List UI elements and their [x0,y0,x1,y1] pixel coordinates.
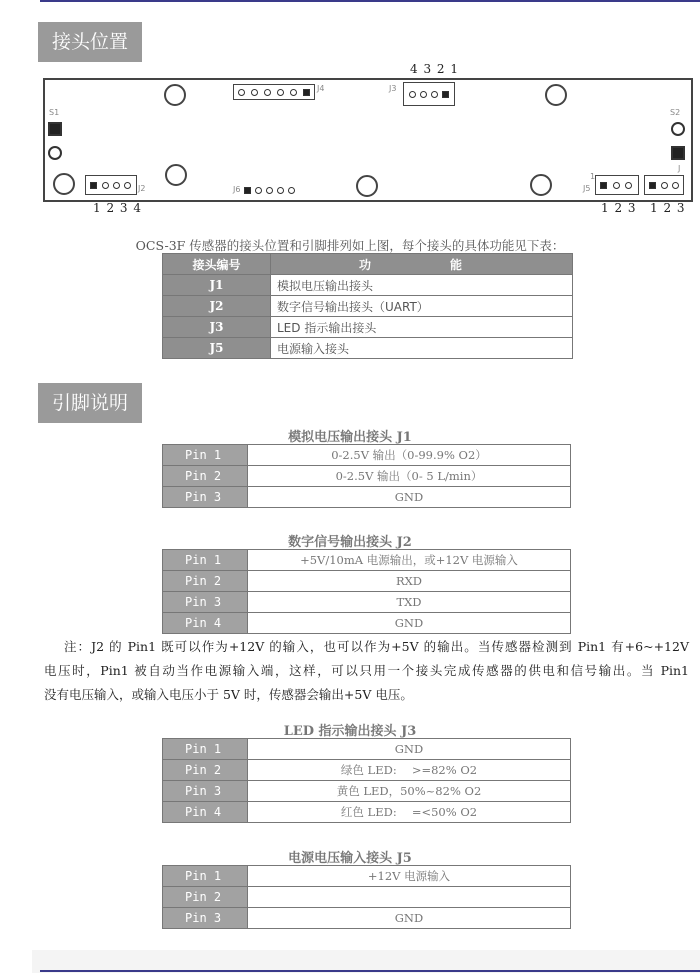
pin-description: 0-2.5V 输出（0-99.9% O2） [248,445,571,466]
pin-label: Pin 1 [163,866,248,887]
connector-j1 [644,175,684,195]
j5-pin-numbers: 1 2 3 [601,201,637,215]
mount-hole [53,173,75,195]
table-row [163,338,573,359]
pin-1 [90,182,97,189]
j2-pin-numbers: 1 2 3 4 [93,201,142,215]
table-row [163,613,571,634]
j3-table-title: LED 指示输出接头 J3 [283,724,417,739]
pin-description: +12V 电源输入 [248,866,571,887]
pin-1 [600,182,607,189]
table-row [163,781,571,802]
pin [113,182,120,189]
pin-label: Pin 3 [163,908,248,929]
connector-id: J3 [163,317,271,338]
table-header-row [163,254,573,275]
pin-description [248,887,571,908]
mount-hole [530,174,552,196]
j5-table-title: 电源电压输入接头 J5 [288,851,412,866]
pin [266,187,273,194]
pin [277,187,284,194]
pin-description: GND [248,487,571,508]
j2-table-title: 数字信号输出接头 J2 [288,535,412,550]
pin-label: Pin 2 [163,760,248,781]
pin-label: Pin 3 [163,487,248,508]
pin-label: Pin 3 [163,592,248,613]
diagram-caption: OCS-3F 传感器的接头位置和引脚排列如上图，每个接头的具体功能见下表： [135,238,565,253]
j3-pin-table [162,738,571,823]
j1-pin-table [162,444,571,508]
pin-label: Pin 1 [163,445,248,466]
j2-pin-table [162,549,571,634]
pin-1 [442,91,449,98]
mount-hole [356,175,378,197]
table-row [163,317,573,338]
table-row [163,445,571,466]
pin-1 [649,182,656,189]
label-j: J [678,164,681,173]
label-j3: J3 [389,84,397,93]
connector-function: 数字信号输出接头（UART） [271,296,573,317]
label-s2: S2 [670,108,681,117]
s1-pad [48,146,62,160]
connector-function-table [162,253,573,359]
pin [613,182,620,189]
pin-label: Pin 4 [163,802,248,823]
connector-id: J2 [163,296,271,317]
pin [409,91,416,98]
bottom-rule [40,970,700,972]
table-row [163,592,571,613]
label-j5: J5 [583,184,591,193]
pin-description: GND [248,739,571,760]
pin [124,182,131,189]
table-row [163,739,571,760]
table-row [163,866,571,887]
section-heading-position: 接头位置 [38,22,142,62]
table-row [163,802,571,823]
pin-description: 绿色 LED: >=82% O2 [248,760,571,781]
connector-id: J1 [163,275,271,296]
pin-label: Pin 1 [163,550,248,571]
pin-label: Pin 2 [163,466,248,487]
header-function [271,254,573,275]
connector-function: 模拟电压输出接头 [271,275,573,296]
label-j2: J2 [138,184,146,193]
sensor-board-diagram [43,78,693,202]
pin [288,187,295,194]
pin [238,89,245,96]
pin-description: +5V/10mA 电源输出，或+12V 电源输入 [248,550,571,571]
pin [431,91,438,98]
table-row [163,550,571,571]
label-j6: J6 [233,185,241,194]
note-line: 电压时，Pin1 被自动当作电源输入端，这样，可以只用一个接头完成传感器的供电和信号输出。当 Pin1 [44,663,689,678]
pin-description: RXD [248,571,571,592]
s2-pad [671,146,685,160]
connector-j3 [403,82,455,106]
table-row [163,466,571,487]
header-connector-id: 接头编号 [163,254,271,275]
mount-hole [164,84,186,106]
table-row [163,571,571,592]
pin [625,182,632,189]
header-function-a: 功 [359,257,372,272]
pin-label: Pin 2 [163,887,248,908]
mount-hole [165,164,187,186]
pin-label: Pin 2 [163,571,248,592]
connector-j6 [244,186,296,196]
pin [255,187,262,194]
j1-table-title: 模拟电压输出接头 J1 [288,430,412,445]
connector-j4 [233,84,315,100]
pin [277,89,284,96]
pin [420,91,427,98]
pin-label: Pin 1 [163,739,248,760]
connector-j5 [595,175,639,195]
j5-pin-table [162,865,571,929]
s1-pad [48,122,62,136]
pin-description: 0-2.5V 输出（0- 5 L/min） [248,466,571,487]
j1-pin-numbers: 1 2 3 [650,201,686,215]
table-row [163,760,571,781]
table-row [163,887,571,908]
pin-description: 红色 LED: =<50% O2 [248,802,571,823]
connector-id: J5 [163,338,271,359]
pin-label: Pin 4 [163,613,248,634]
j3-pin-numbers: 4 3 2 1 [410,62,459,76]
table-row [163,487,571,508]
pin [672,182,679,189]
s2-pad [671,122,685,136]
mount-hole [545,84,567,106]
connector-j2 [85,175,137,195]
pin-1 [303,89,310,96]
connector-function: LED 指示输出接头 [271,317,573,338]
pin-description: TXD [248,592,571,613]
pin [661,182,668,189]
note-line: 没有电压输入，或输入电压小于 5V 时，传感器会输出+5V 电压。 [44,687,413,702]
j2-note [44,635,689,707]
pin [264,89,271,96]
pin-description: 黄色 LED，50%~82% O2 [248,781,571,802]
table-row [163,908,571,929]
label-pin1-j5: 1 [590,172,596,181]
top-rule [40,0,700,2]
pin-1 [244,187,251,194]
section-heading-pins: 引脚说明 [38,383,142,423]
note-line: 注：J2 的 Pin1 既可以作为+12V 的输入，也可以作为+5V 的输出。当传感器检测到 Pin1 有+6~+12V [64,639,689,654]
connector-function: 电源输入接头 [271,338,573,359]
table-row [163,296,573,317]
label-j4: J4 [317,84,325,93]
pin-description: GND [248,908,571,929]
pin-description: GND [248,613,571,634]
pin [290,89,297,96]
pin [251,89,258,96]
label-s1: S1 [49,108,60,117]
pin-label: Pin 3 [163,781,248,802]
table-row [163,275,573,296]
pin [102,182,109,189]
header-function-b: 能 [449,257,462,272]
